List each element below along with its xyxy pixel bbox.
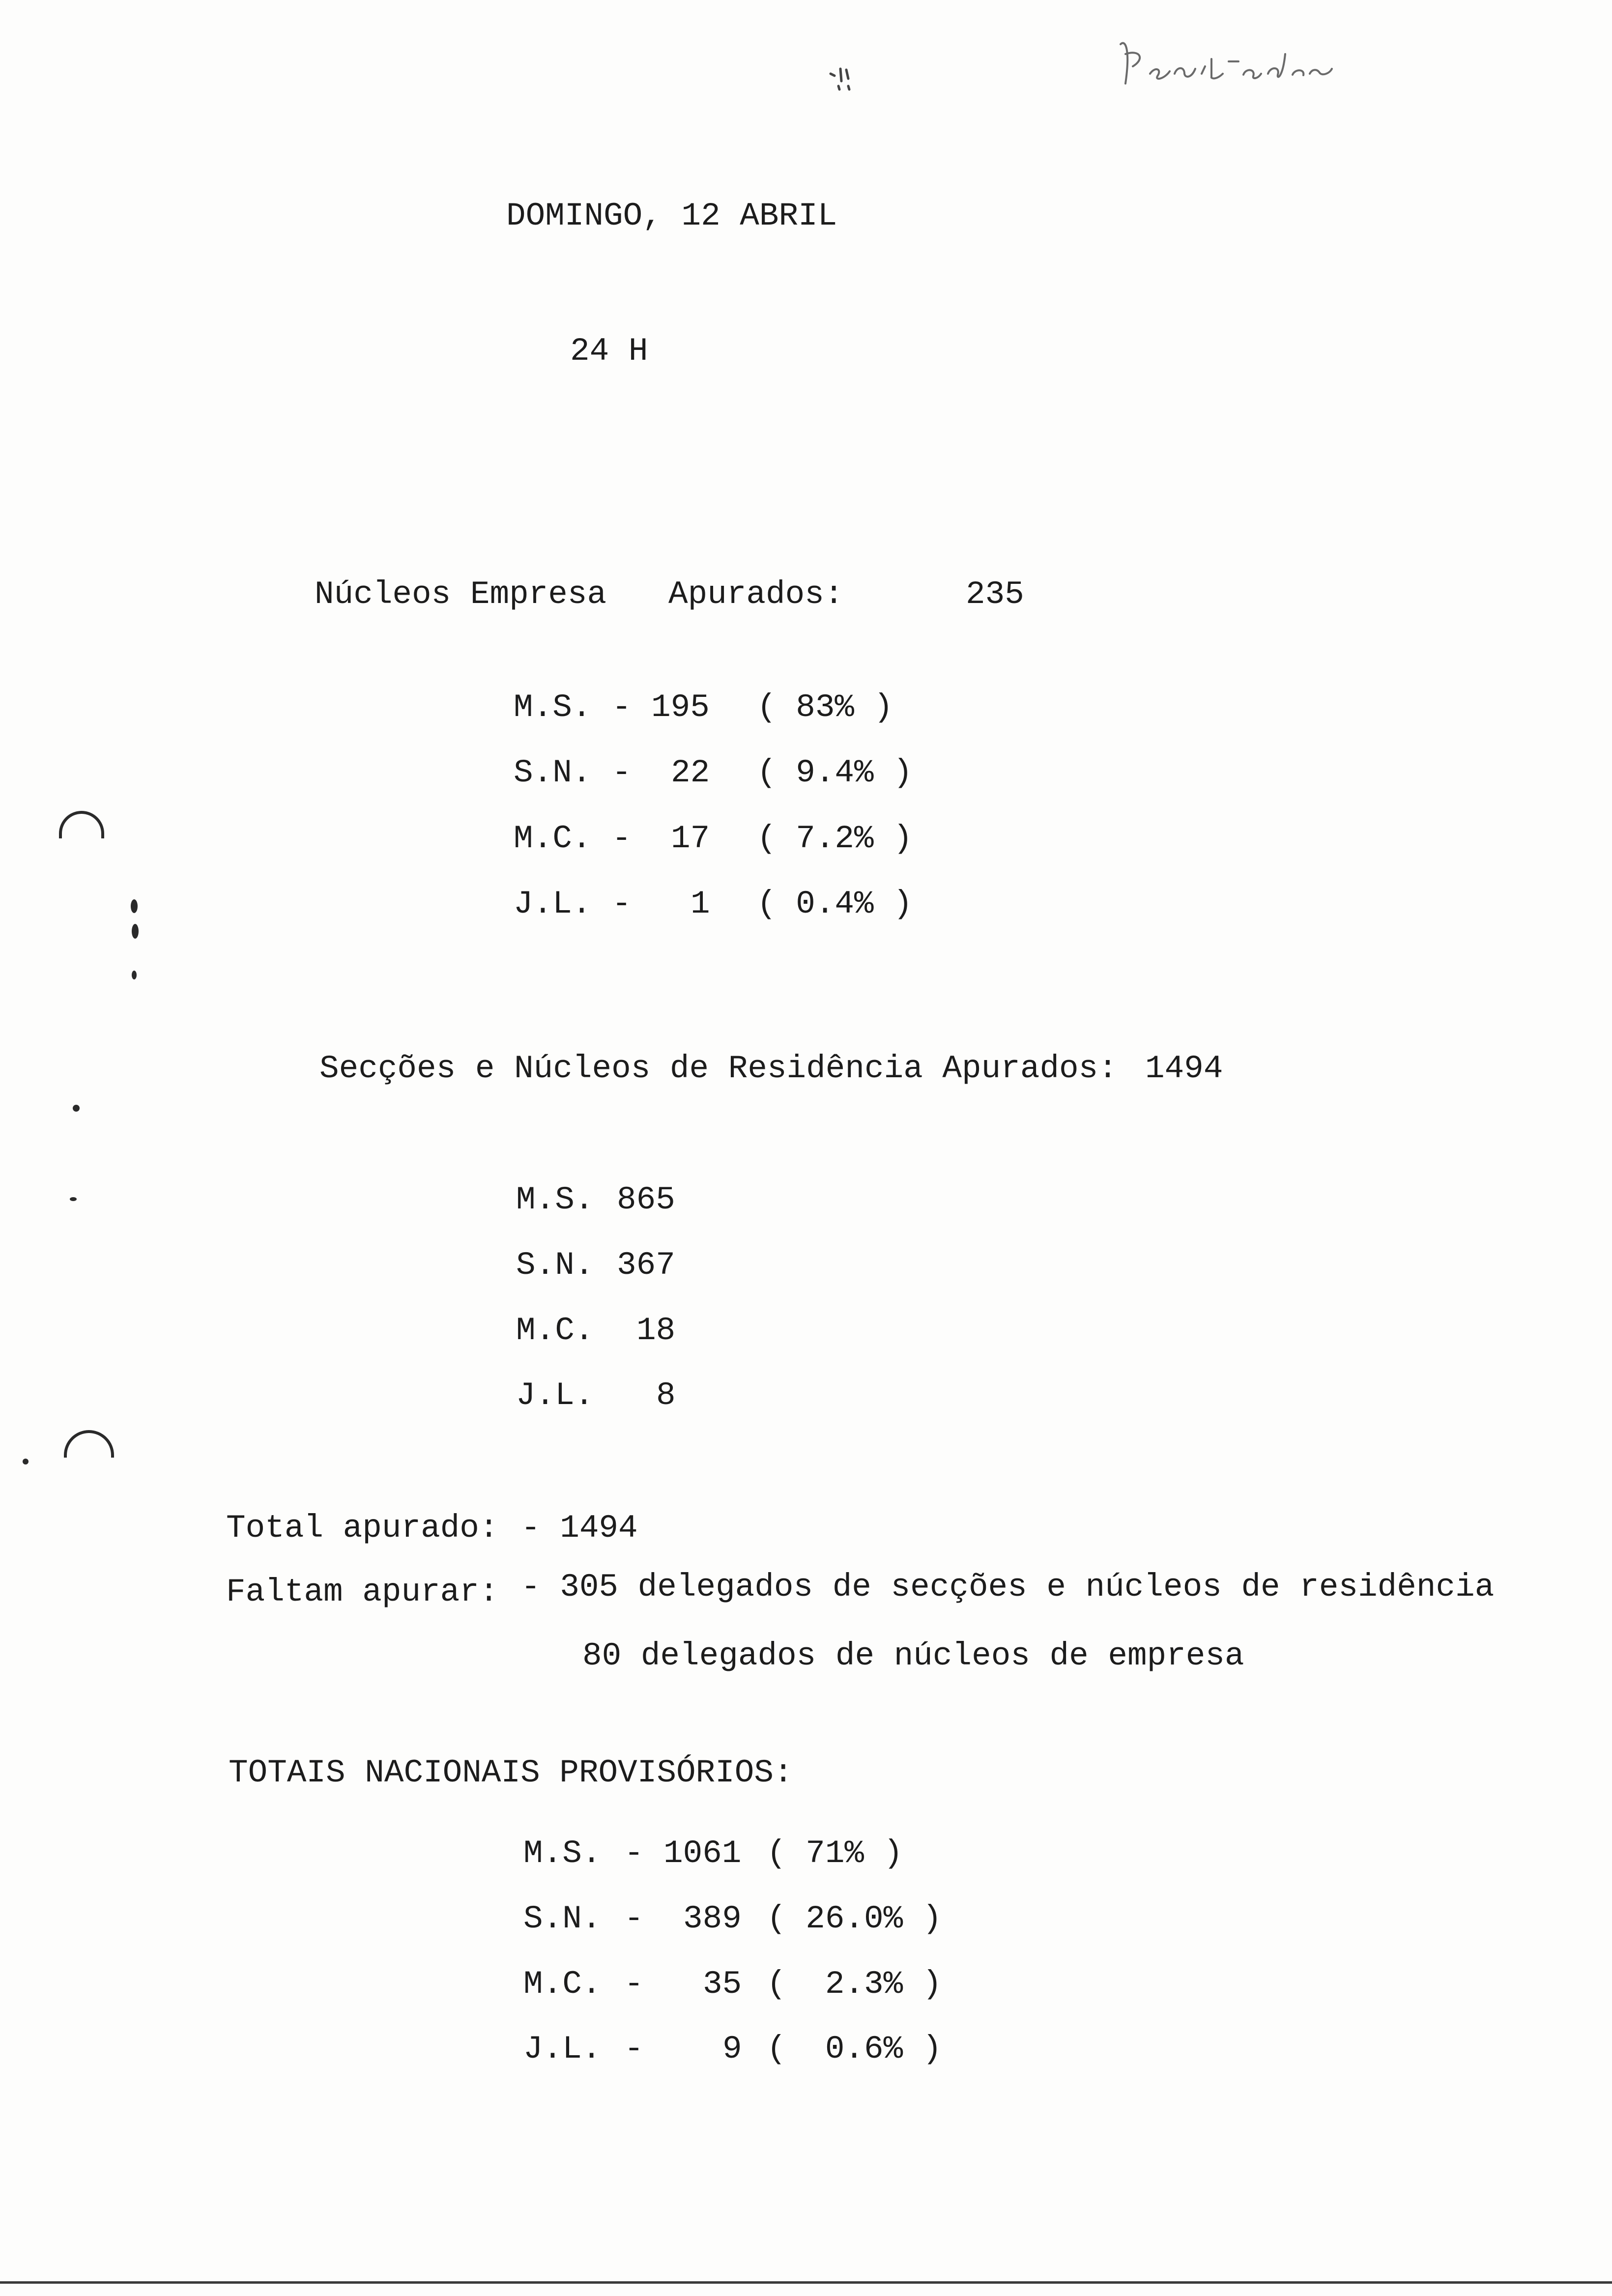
result-count: 1 <box>691 886 710 922</box>
margin-arc-mark <box>59 811 104 838</box>
totais-heading: TOTAIS NACIONAIS PROVISÓRIOS: <box>229 1754 793 1791</box>
seccoes-value: 1494 <box>1145 1050 1223 1087</box>
nucleos-empresa-apurados-label: Apurados: <box>668 576 844 613</box>
result-count: 865 <box>617 1181 675 1218</box>
bottom-edge-line <box>0 2281 1612 2284</box>
faltam-apurar-label: Faltam apurar: <box>226 1574 499 1610</box>
margin-arc-mark <box>64 1430 114 1458</box>
result-dash: - <box>612 886 632 922</box>
result-party: M.S. <box>514 689 592 726</box>
result-pct: ( 83% ) <box>757 689 893 726</box>
result-dash: - <box>624 1900 644 1937</box>
result-party: S.N. <box>516 1247 594 1284</box>
result-count: 17 <box>671 820 710 857</box>
result-count: 22 <box>671 754 710 791</box>
result-pct: ( 7.2% ) <box>757 820 913 857</box>
result-count: 18 <box>636 1312 676 1349</box>
seccoes-label: Secções e Núcleos de Residência Apurados: <box>319 1050 1118 1087</box>
handwritten-note-signature <box>1111 20 1366 98</box>
result-pct: ( 9.4% ) <box>757 754 913 791</box>
result-party: M.S. <box>523 1835 602 1872</box>
result-dash: - <box>612 754 632 791</box>
result-dash: - <box>624 2031 644 2067</box>
faltam-apurar-line2: 80 delegados de núcleos de empresa <box>582 1637 1244 1674</box>
result-count: 8 <box>656 1377 676 1414</box>
result-count: 9 <box>722 2031 742 2067</box>
result-party: J.L. <box>514 886 592 922</box>
result-count: 35 <box>703 1966 742 2003</box>
result-pct: ( 71% ) <box>767 1835 903 1872</box>
total-apurado-value: - 1494 <box>521 1510 638 1547</box>
result-dash: - <box>612 689 632 726</box>
scribble-mark <box>826 59 865 98</box>
result-party: S.N. <box>523 1900 602 1937</box>
date-heading: DOMINGO, 12 ABRIL <box>506 198 837 234</box>
result-pct: ( 0.4% ) <box>757 886 913 922</box>
result-pct: ( 2.3% ) <box>767 1966 942 2003</box>
result-party: S.N. <box>514 754 592 791</box>
nucleos-empresa-apurados-value: 235 <box>966 576 1024 613</box>
faltam-apurar-line1: - 305 delegados de secções e núcleos de residência <box>521 1569 1495 1606</box>
margin-dot-mark <box>73 1105 80 1112</box>
nucleos-empresa-label: Núcleos Empresa <box>315 576 607 613</box>
total-apurado-label: Total apurado: <box>226 1510 499 1547</box>
result-pct: ( 0.6% ) <box>767 2031 942 2067</box>
result-party: M.C. <box>523 1966 602 2003</box>
margin-dot-mark <box>23 1459 29 1464</box>
result-party: M.C. <box>514 820 592 857</box>
result-party: M.C. <box>516 1312 594 1349</box>
margin-dot-mark <box>132 924 139 939</box>
result-pct: ( 26.0% ) <box>767 1900 942 1937</box>
time-heading: 24 H <box>570 333 648 370</box>
result-dash: - <box>624 1835 644 1872</box>
result-dash: - <box>612 820 632 857</box>
margin-dot-mark <box>132 971 137 979</box>
result-dash: - <box>624 1966 644 2003</box>
result-party: J.L. <box>523 2031 602 2067</box>
margin-dot-mark <box>70 1197 77 1201</box>
result-party: M.S. <box>516 1181 594 1218</box>
result-count: 389 <box>683 1900 742 1937</box>
result-party: J.L. <box>516 1377 594 1414</box>
result-count: 195 <box>651 689 710 726</box>
result-count: 367 <box>617 1247 675 1284</box>
margin-dot-mark <box>131 899 138 913</box>
result-count: 1061 <box>663 1835 742 1872</box>
